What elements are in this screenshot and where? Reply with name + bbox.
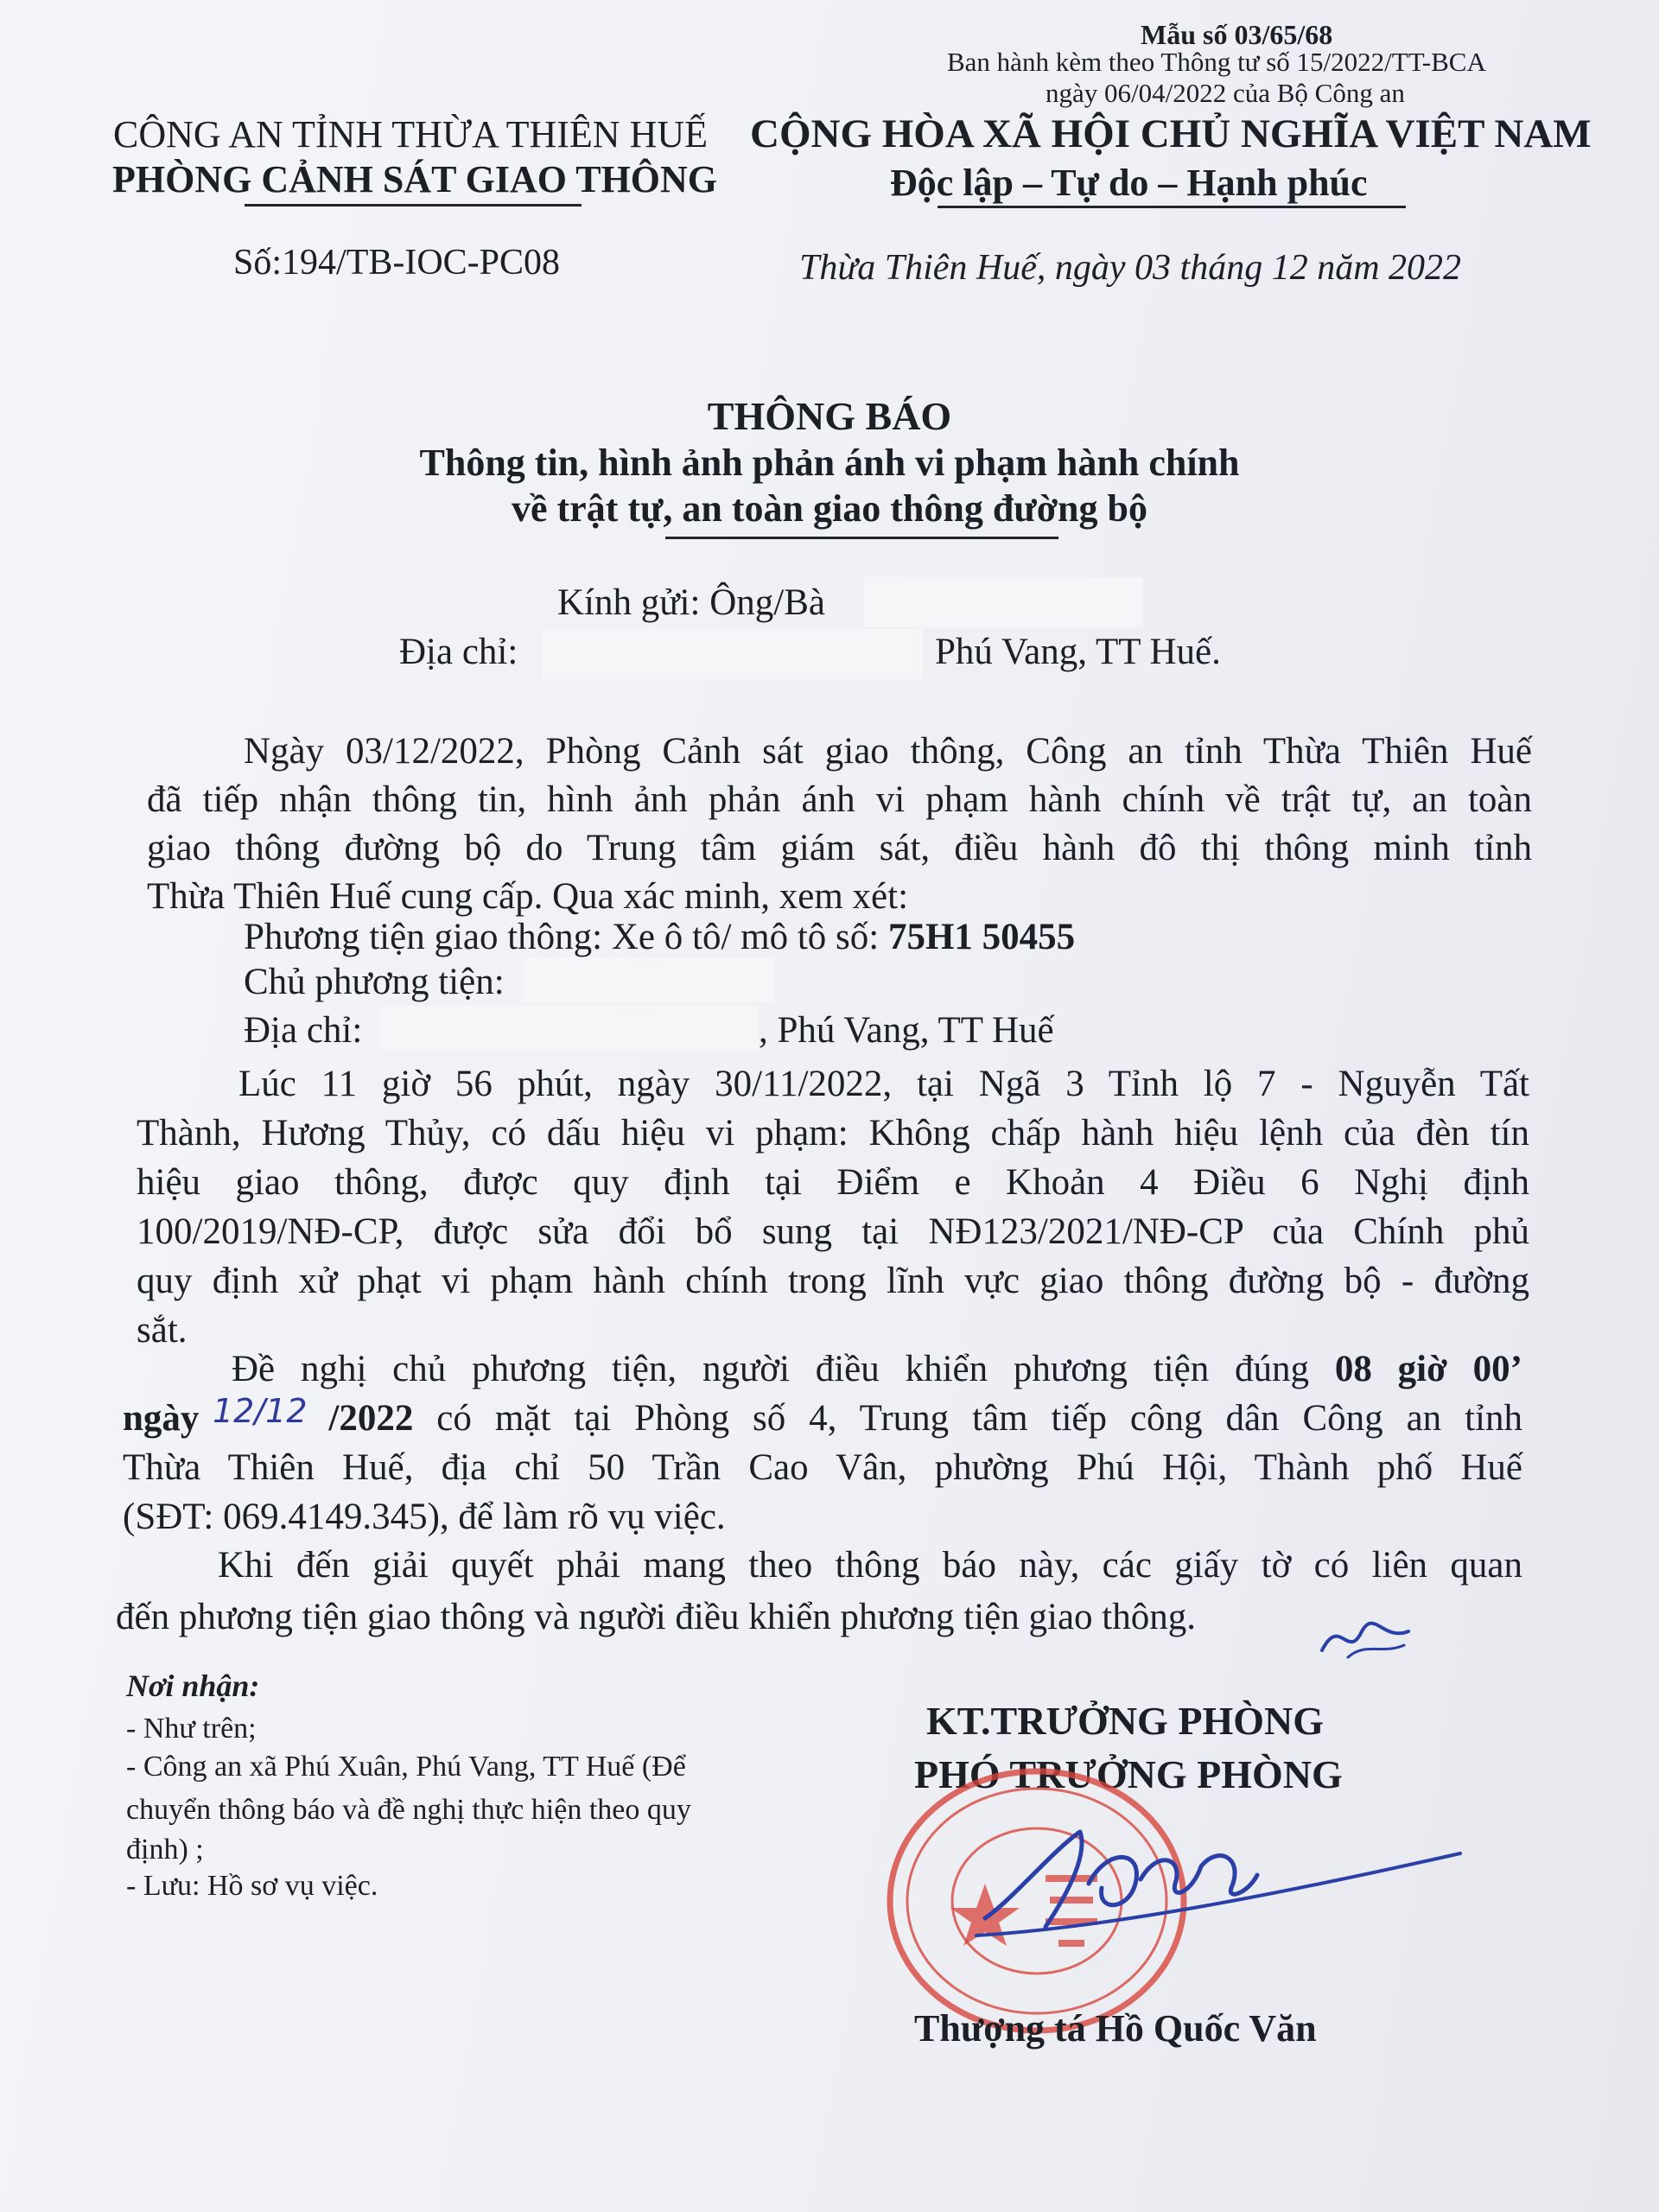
redacted-owner-name bbox=[524, 957, 774, 1002]
vehicle-label: Phương tiện giao thông: Xe ô tô/ mô tô số: bbox=[244, 917, 888, 957]
paragraph-3-line bbox=[123, 1394, 1522, 1443]
redacted-recipient-name bbox=[864, 577, 1142, 627]
redacted-owner-address bbox=[380, 1006, 759, 1051]
paragraph-3-text: Đề nghị chủ phương tiện, người điều khiển phương tiện đúng bbox=[232, 1349, 1335, 1389]
receiver-item: chuyển thông báo và đề nghị thực hiện theo quy bbox=[126, 1794, 691, 1826]
title-underline bbox=[665, 537, 1058, 539]
issuing-department: PHÒNG CẢNH SÁT GIAO THÔNG bbox=[112, 158, 718, 200]
receiver-item: - Công an xã Phú Xuân, Phú Vang, TT Huế (Để bbox=[126, 1751, 686, 1783]
issuing-authority: CÔNG AN TỈNH THỪA THIÊN HUẾ bbox=[112, 113, 708, 156]
form-number: Mẫu số 03/65/68 bbox=[1141, 19, 1333, 50]
national-motto: Độc lập – Tự do – Hạnh phúc bbox=[890, 162, 1368, 204]
paragraph-3-line bbox=[123, 1344, 1522, 1394]
paragraph-2-line: hiệu giao thông, được quy định tại Điểm e Khoản 4 Điều 6 Nghị định bbox=[137, 1162, 1529, 1203]
paragraph-1-line: Ngày 03/12/2022, Phòng Cảnh sát giao thông, Công an tỉnh Thừa Thiên Huế bbox=[244, 731, 1532, 772]
receiver-item: định) ; bbox=[126, 1834, 204, 1866]
national-title: CỘNG HÒA XÃ HỘI CHỦ NGHĨA VIỆT NAM bbox=[750, 111, 1592, 156]
place-and-date: Thừa Thiên Huế, ngày 03 tháng 12 năm 2022 bbox=[799, 248, 1462, 288]
appointment-year: /2022 bbox=[328, 1398, 414, 1439]
recipient-address-label: Địa chỉ: bbox=[399, 632, 518, 672]
vehicle-plate: 75H1 50455 bbox=[887, 917, 1076, 957]
signer-name: Thượng tá Hồ Quốc Văn bbox=[914, 2007, 1317, 2050]
issued-by-line2: ngày 06/04/2022 của Bộ Công an bbox=[1046, 78, 1405, 108]
paragraph-2-line: quy định xử phạt vi phạm hành chính trong lĩnh vực giao thông đường bộ - đường bbox=[137, 1261, 1529, 1301]
appointment-day-label: ngày bbox=[123, 1398, 200, 1439]
paragraph-4 bbox=[116, 1540, 1522, 1643]
owner-label: Chủ phương tiện: bbox=[244, 962, 505, 1002]
paragraph-4-line: đến phương tiện giao thông và người điều khiển phương tiện giao thông. bbox=[116, 1597, 1196, 1637]
handwritten-date bbox=[207, 1384, 328, 1436]
document-subtitle-line2: về trật tự, an toàn giao thông đường bộ bbox=[511, 487, 1147, 530]
paragraph-2 bbox=[137, 1059, 1529, 1355]
paragraph-1-line: đã tiếp nhận thông tin, hình ảnh phản ánh vi phạm hành chính về trật tự, an toàn bbox=[147, 779, 1532, 820]
paragraph-2-line: sắt. bbox=[137, 1310, 188, 1351]
recipient-address-tail: Phú Vang, TT Huế. bbox=[935, 632, 1221, 672]
vehicle-line bbox=[244, 916, 1075, 958]
paragraph-3-line: Thừa Thiên Huế, địa chỉ 50 Trần Cao Vân, phường Phú Hội, Thành phố Huế bbox=[123, 1447, 1522, 1488]
redacted-recipient-address bbox=[543, 629, 923, 679]
document-subtitle-line1: Thông tin, hình ảnh phản ánh vi phạm hành chính bbox=[419, 442, 1240, 484]
handwritten-signature bbox=[959, 1797, 1478, 1953]
motto-underline bbox=[938, 206, 1406, 208]
paragraph-2-line: 100/2019/NĐ-CP, được sửa đổi bổ sung tại NĐ123/2021/NĐ-CP của Chính phủ bbox=[137, 1211, 1529, 1252]
appointment-time: 08 giờ 00’ bbox=[1334, 1349, 1523, 1389]
signature-title-line2: PHÓ TRƯỞNG PHÒNG bbox=[914, 1752, 1343, 1796]
paragraph-1-line: Thừa Thiên Huế cung cấp. Qua xác minh, xem xét: bbox=[147, 876, 909, 917]
recipient-label: Kính gửi: Ông/Bà bbox=[557, 582, 825, 623]
document-number: Số:194/TB-IOC-PC08 bbox=[233, 243, 561, 283]
receiver-item: - Như trên; bbox=[126, 1713, 257, 1745]
paragraph-3 bbox=[123, 1344, 1522, 1541]
handwritten-date-text: 12/12 bbox=[213, 1392, 308, 1430]
document-title: THÔNG BÁO bbox=[707, 394, 952, 438]
paragraph-2-line: Lúc 11 giờ 56 phút, ngày 30/11/2022, tại Ngã 3 Tỉnh lộ 7 - Nguyễn Tất bbox=[238, 1064, 1529, 1104]
paragraph-1 bbox=[147, 728, 1532, 921]
owner-address-label: Địa chỉ: bbox=[244, 1010, 363, 1051]
issued-by-line1: Ban hành kèm theo Thông tư số 15/2022/TT-BCA bbox=[947, 47, 1486, 77]
receivers-title: Nơi nhận: bbox=[126, 1669, 260, 1703]
owner-address-tail: , Phú Vang, TT Huế bbox=[759, 1010, 1054, 1051]
paragraph-3-text: có mặt tại Phòng số 4, Trung tâm tiếp công dân Công an tỉnh bbox=[413, 1398, 1522, 1439]
header-left-underline bbox=[245, 204, 582, 207]
paragraph-4-line: Khi đến giải quyết phải mang theo thông báo này, các giấy tờ có liên quan bbox=[218, 1545, 1522, 1586]
paragraph-2-line: Thành, Hương Thủy, có dấu hiệu vi phạm: Không chấp hành hiệu lệnh của đèn tín bbox=[137, 1113, 1529, 1154]
receiver-item: - Lưu: Hồ sơ vụ việc. bbox=[126, 1870, 378, 1902]
paragraph-1-line: giao thông đường bộ do Trung tâm giám sát, điều hành đô thị thông minh tỉnh bbox=[147, 828, 1532, 868]
signature-title-line1: KT.TRƯỞNG PHÒNG bbox=[926, 1699, 1324, 1743]
initial-mark bbox=[1313, 1607, 1417, 1668]
paragraph-3-line: (SĐT: 069.4149.345), để làm rõ vụ việc. bbox=[123, 1497, 726, 1537]
